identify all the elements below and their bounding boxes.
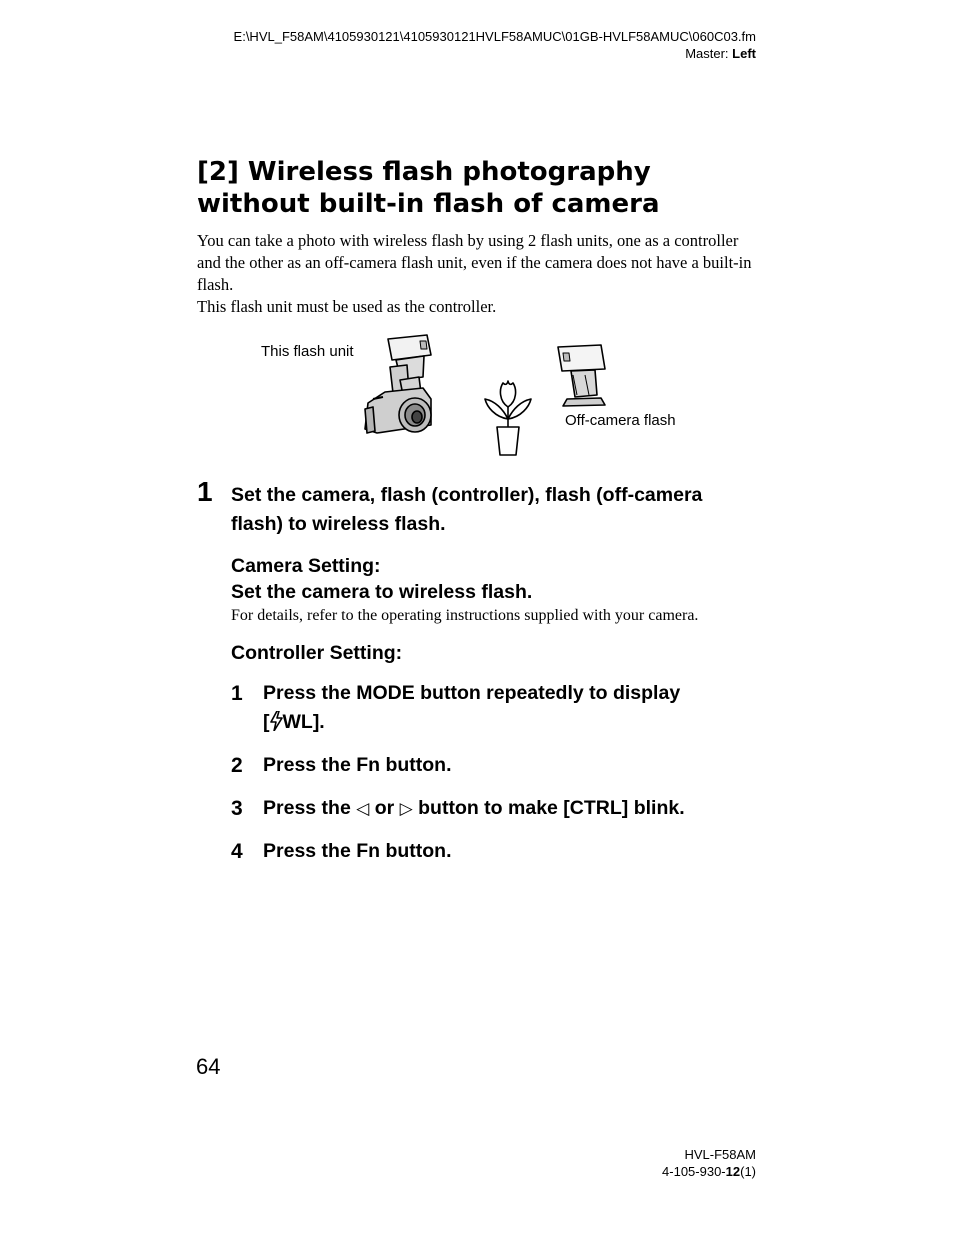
intro-paragraph [197, 230, 787, 318]
controller-step-4-number: 4 [231, 840, 243, 863]
step-1-line-1: Set the camera, flash (controller), flash (off-camera [231, 484, 703, 506]
wireless-flash-illustration [255, 325, 705, 465]
step-1-number: 1 [197, 476, 213, 507]
file-path-header: E:\HVL_F58AM\4105930121\4105930121HVLF58AMUC\01GB-HVLF58AMUC\060C03.fm [233, 29, 756, 44]
flash-wireless-icon [270, 711, 283, 731]
master-value: Left [732, 46, 756, 61]
flower-pot-icon [485, 381, 531, 455]
illustration-drawing [255, 325, 705, 465]
step-1-line-2: flash) to wireless flash. [231, 513, 446, 535]
controller-step-2-number: 2 [231, 754, 243, 777]
footer-code-pre: 4-105-930- [662, 1164, 726, 1179]
master-header [685, 46, 756, 62]
intro-line-1: You can take a photo with wireless flash by using 2 flash units, one as a controller [197, 231, 739, 250]
controller-step-1-line-2-close: WL]. [282, 711, 325, 733]
title-line-2: without built-in flash of camera [197, 189, 660, 219]
step-1-text [231, 481, 771, 539]
footer-code-post: (1) [740, 1164, 756, 1179]
controller-step-1-line-1: Press the MODE button repeatedly to display [263, 682, 681, 704]
camera-setting-note: For details, refer to the operating instructions supplied with your camera. [231, 607, 699, 624]
footer-code-bold: 12 [725, 1164, 741, 1179]
footer-code [662, 1164, 756, 1180]
footer-model: HVL-F58AM [684, 1147, 756, 1162]
this-flash-unit-label: This flash unit [261, 343, 354, 360]
camera-setting-heading: Camera Setting: [231, 555, 381, 577]
controller-step-3-number: 3 [231, 797, 243, 820]
controller-step-3-post: button to make [CTRL] blink. [412, 797, 685, 819]
title-line-1: [2] Wireless flash photography [197, 157, 651, 187]
camera-with-flash-icon [365, 335, 431, 433]
controller-step-4-text: Press the Fn button. [263, 840, 452, 862]
intro-line-4: This flash unit must be used as the controller. [197, 297, 497, 316]
camera-setting-subheading: Set the camera to wireless flash. [231, 581, 533, 603]
controller-setting-heading: Controller Setting: [231, 642, 403, 664]
master-label: Master: [685, 46, 733, 61]
right-arrow-icon: ▷ [399, 799, 413, 819]
section-title [197, 156, 797, 220]
intro-line-3: flash. [197, 275, 234, 294]
controller-step-3-pre: Press the [263, 797, 357, 819]
controller-step-3-mid: or [369, 797, 400, 819]
intro-line-2: and the other as an off-camera flash unit, even if the camera does not have a built-in [197, 253, 752, 272]
controller-step-3-text [263, 794, 763, 824]
page-number: 64 [196, 1054, 221, 1079]
off-camera-flash-label: Off-camera flash [565, 412, 676, 429]
controller-step-2-text: Press the Fn button. [263, 754, 452, 776]
controller-step-1-text [263, 679, 763, 737]
off-camera-flash-icon [558, 345, 605, 406]
left-arrow-icon: ◁ [356, 799, 370, 819]
controller-step-1-number: 1 [231, 682, 243, 705]
controller-step-1-line-2-open: [ [263, 711, 270, 733]
